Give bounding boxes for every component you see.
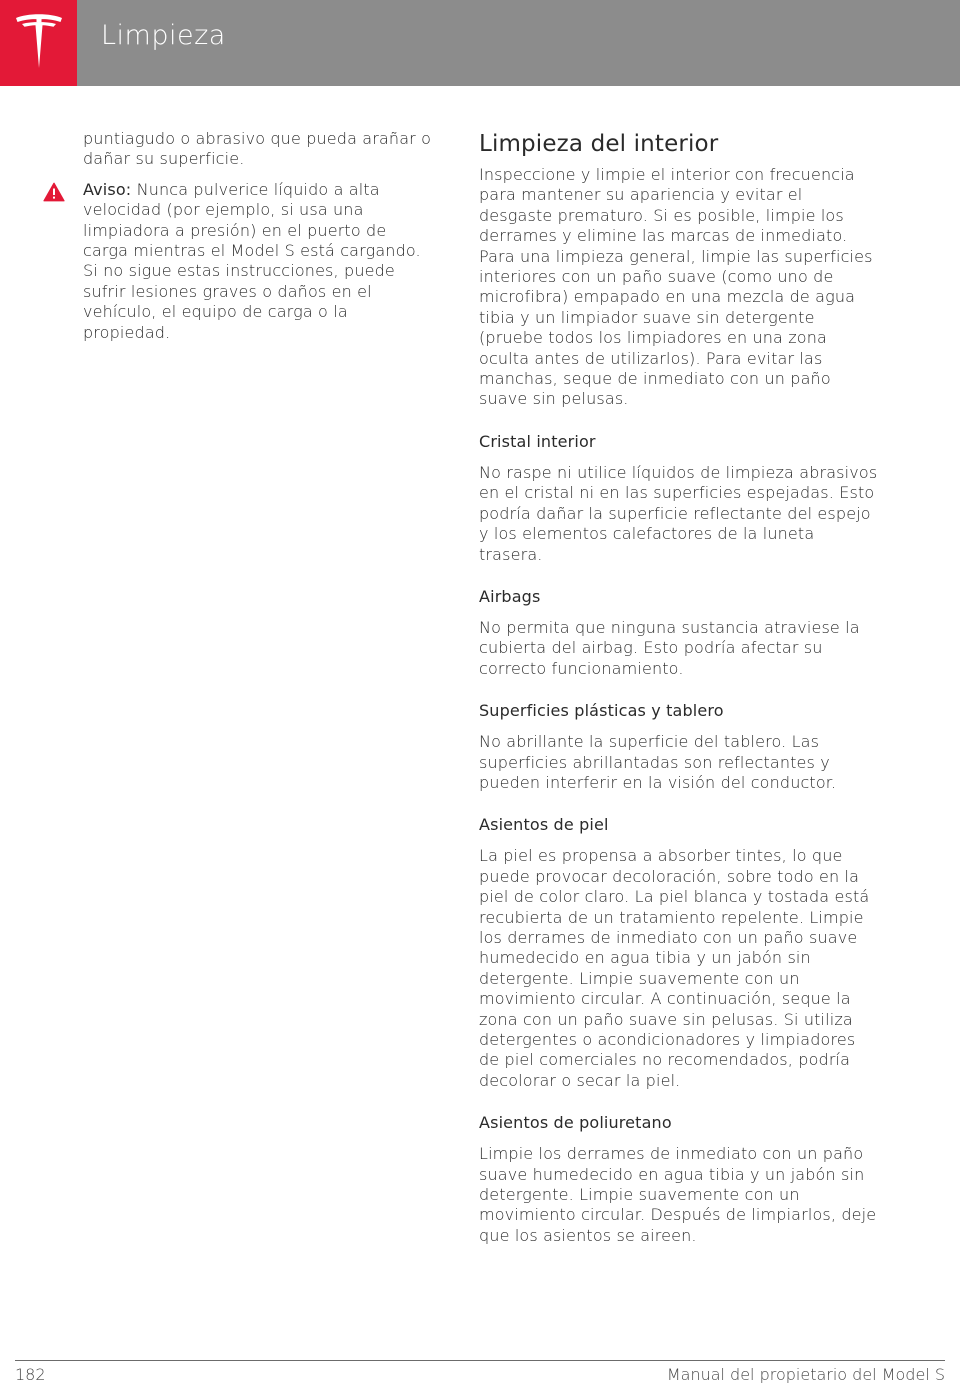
paragraph-cristal: No raspe ni utilice líquidos de limpieza abrasivos en el cristal ni en las superficies espejadas. Esto podría dañar la superficie reflectante del espejo y los elementos calefactores de la luneta trasera. bbox=[479, 462, 878, 564]
subheading-cristal: Cristal interior bbox=[479, 431, 596, 451]
warning-text bbox=[83, 180, 433, 343]
warning-block bbox=[83, 180, 433, 343]
subheading-asientos-poliuretano: Asientos de poliuretano bbox=[479, 1113, 672, 1133]
footer-divider bbox=[15, 1360, 945, 1361]
paragraph-asientos-piel: La piel es propensa a absorber tintes, lo que puede provocar decoloración, sobre todo en la piel de color claro. La piel blanca y tostada está recubierta de un tratamiento repelente. Limpie los derrames de inmediato con un paño suave humedecido en agua tibia y un jabón sin detergente. Limpie suavemente con un movimiento circular. A continuación, seque la zona con un paño suave sin pelusas. Si utiliza detergentes o acondicionadores y limpiadores de piel comerciales no recomendados, podría decolorar o secar la piel. bbox=[479, 846, 870, 1090]
warning-label: Aviso: bbox=[83, 179, 132, 199]
page-title: Limpieza bbox=[101, 20, 226, 51]
section-heading: Limpieza del interior bbox=[479, 131, 719, 157]
page-header bbox=[0, 0, 960, 86]
warning-body: Nunca pulverice líquido a alta velocidad (por ejemplo, si usa una limpiadora a presión) en el puerto de carga mientras el Model S está cargando. Si no sigue estas instrucciones, puede sufrir lesiones graves o daños en el vehículo, el equipo de carga o la propiedad. bbox=[83, 179, 421, 342]
right-column bbox=[479, 130, 879, 1246]
page-number: 182 bbox=[15, 1365, 46, 1384]
manual-title: Manual del propietario del Model S bbox=[666, 1365, 945, 1384]
subheading-airbags: Airbags bbox=[479, 586, 541, 606]
paragraph-airbags: No permita que ninguna sustancia atraviese la cubierta del airbag. Esto podría afectar su correcto funcionamiento. bbox=[479, 617, 860, 678]
warning-triangle-icon bbox=[43, 182, 65, 202]
logo-box bbox=[0, 0, 77, 86]
intro-paragraph: Inspeccione y limpie el interior con frecuencia para mantener su apariencia y evitar el desgaste prematuro. Si es posible, limpie los derrames y elimine las marcas de inmediato. Para una limpieza general, limpie las superficies interiores con un paño suave (como uno de microfibra) empapado en una mezcla de agua tibia y un limpiador suave sin detergente (pruebe todos los limpiadores en una zona oculta antes de utilizarlos). Para evitar las manchas, seque de inmediato con un paño suave sin pelusas. bbox=[479, 165, 873, 409]
paragraph-superficies: No abrillante la superficie del tablero. Las superficies abrillantadas son reflectantes y pueden interferir en la visión del conductor. bbox=[479, 732, 837, 792]
left-column bbox=[83, 129, 433, 343]
paragraph-asientos-poliuretano: Limpie los derrames de inmediato con un paño suave humedecido en agua tibia y un jabón sin detergente. Limpie suavemente con un movimiento circular. Después de limpiarlos, deje que los asientos se aireen. bbox=[479, 1144, 877, 1245]
subheading-asientos-piel: Asientos de piel bbox=[479, 815, 609, 835]
continuation-paragraph: puntiagudo o abrasivo que pueda arañar o dañar su superficie. bbox=[83, 129, 432, 169]
subheading-superficies: Superficies plásticas y tablero bbox=[479, 701, 724, 721]
tesla-logo-icon bbox=[13, 14, 65, 72]
